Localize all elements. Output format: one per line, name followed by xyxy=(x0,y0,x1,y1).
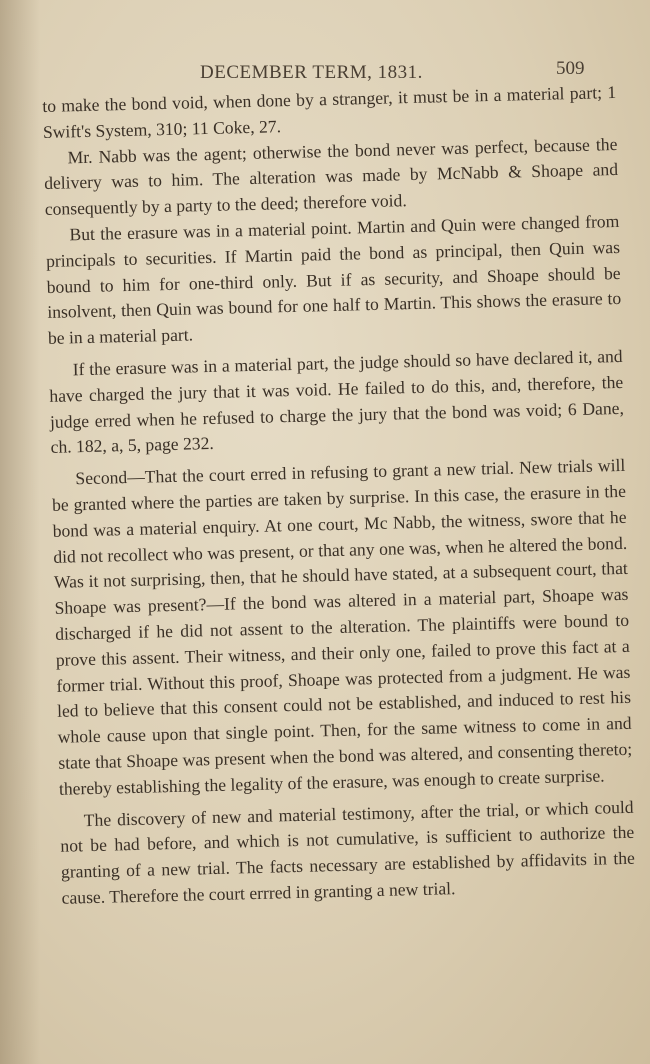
paragraph: If the erasure was in a material part, the judge should so have declared it, and have charged the jury that it was void. He failed to do this, and, therefore, the judge erred when he refused to charge the jury that the bond was void; 6 Dane, ch. 182, a, 5, page 232. xyxy=(49,345,625,458)
page-number: 509 xyxy=(556,58,585,79)
paragraph: Second—That the court erred in refusing to grant a new trial. New trials will be granted where the parties are taken by surprise. In this case, the erasure in the bond was a material enquiry. At one court, Mc Nabb, the witness, swore that he did not recollect who was present, or that any one was, when he altered the bond. Was it not surprising, then, that he should have stated, at a subsequent court, that Shoape was present?—If the bond was altered in a material part, Shoape was discharged if he did not assent to the alteration. The plaintiffs were bound to prove this assent. Their witness, and their only one, failed to prove this fact at a former trial. Without this proof, Shoape was protected from a judgment. He was led to believe that this consent could not be established, and induced to rest his whole cause upon that single point. Then, for the same witness to come in and state that Shoape was present when the bond was altered, and consenting thereto; thereby establishing the legality of the erasure, was enough to create surprise. xyxy=(51,455,633,799)
paragraph: to make the bond void, when done by a stranger, it must be in a material part; 1 Swift's System, 310; 11 Coke, 27. xyxy=(42,81,617,142)
paragraph: But the erasure was in a material point. Martin and Quin were changed from principals to securities. If Martin paid the bond as principal, then Quin was bound to him for one-third only. But if as security, and Shoape should be insolvent, then Quin was bound for one half to Martin. This shows the erasure to be in a material part. xyxy=(45,210,622,349)
paragraph: Mr. Nabb was the agent; otherwise the bond never was perfect, because the delivery was to him. The alteration was made by McNabb & Shoape and consequently by a party to the deed; therefore void. xyxy=(43,133,619,220)
running-head: DECEMBER TERM, 1831. xyxy=(200,62,423,83)
page-edge-shadow xyxy=(0,0,40,1064)
body-text xyxy=(42,80,636,911)
paragraph: The discovery of new and material testimony, after the trial, or which could not be had before, and which is not cumulative, is sufficient to authorize the granting of a new trial. The facts necessary are established by affidavits in the cause. Therefore the court errred in granting a new trial. xyxy=(60,796,636,908)
